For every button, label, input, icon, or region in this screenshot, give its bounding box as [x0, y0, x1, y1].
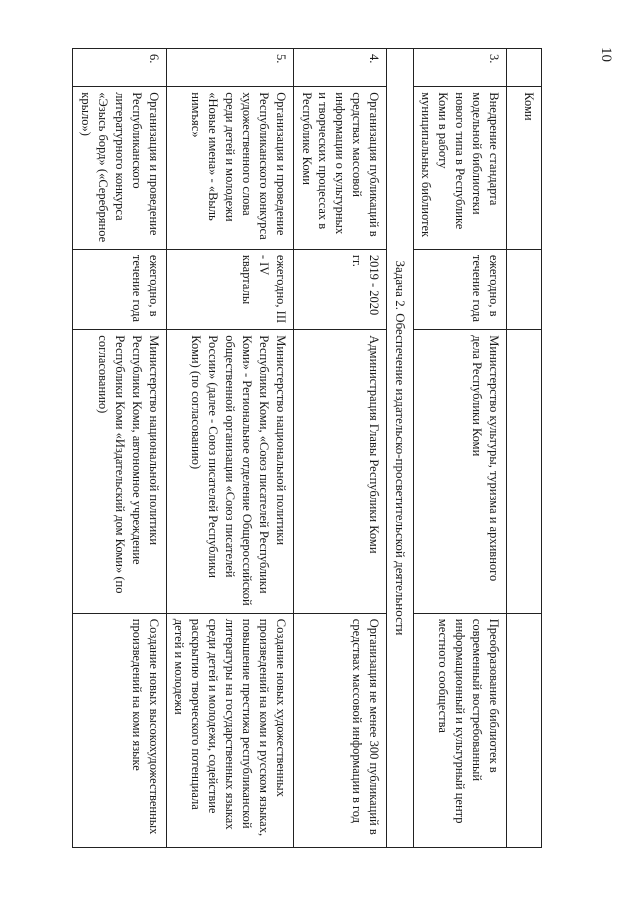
measure-name: Организация и проведение Республиканского конкурса художественного слова среди детей и молодежи «Новые имена» - «Выль нимъяс» [166, 87, 293, 250]
measure-executor: Администрация Главы Республики Коми [293, 330, 386, 613]
table-row-continued [507, 49, 542, 848]
task-heading-row [387, 49, 414, 848]
page-number: 10 [598, 47, 614, 62]
measure-name: Внедрение стандарта модельной библиотеки нового типа в Республике Коми в работу муниципальных библиотек [413, 87, 506, 250]
measure-term: 2019 - 2020 гг. [293, 249, 386, 329]
table-row [293, 49, 386, 848]
measure-result: Преобразование библиотек в современный востребованный информационный и культурный центр местного сообщества [413, 613, 506, 847]
action-plan-table [72, 48, 542, 848]
document-sheet [72, 48, 542, 848]
measure-executor: Министерство культуры, туризма и архивного дела Республики Коми [413, 330, 506, 613]
table-row [73, 49, 166, 848]
row-number: 3. [413, 49, 506, 87]
measure-result: Организация не менее 300 публикаций в средствах массовой информации в год [293, 613, 386, 847]
measure-result: Создание новых высокохудожественных произведений на коми языке [73, 613, 166, 847]
table-row [413, 49, 506, 848]
measure-name: Организация и проведение Республиканского литературного конкурса «Эзысь борд» («Серебряное крыло») [73, 87, 166, 250]
row-number: 6. [73, 49, 166, 87]
continued-cell: Коми [507, 87, 542, 250]
measure-result: Создание новых художественных произведений на коми и русском языках, повышение престижа республиканской литературы на государственных языках среди детей и молодежи, содействие раскрытию творческого потенциала детей и молодежи [166, 613, 293, 847]
measure-term: ежегодно, в течение года [73, 249, 166, 329]
table-row [166, 49, 293, 848]
task-heading: Задача 2. Обеспечение издательско-просветительской деятельности [387, 49, 414, 848]
measure-term: ежегодно, в течение года [413, 249, 506, 329]
measure-executor: Министерство национальной политики Республики Коми, автономное учреждение Республики Коми «Издательский дом Коми» (по согласованию) [73, 330, 166, 613]
measure-name: Организация публикаций в средствах массовой информации о культурных и творческих процессах в Республике Коми [293, 87, 386, 250]
measure-term: ежегодно, III - IV кварталы [166, 249, 293, 329]
row-number: 4. [293, 49, 386, 87]
row-number: 5. [166, 49, 293, 87]
measure-executor: Министерство национальной политики Республики Коми, «Союз писателей Республики Коми» - Региональное отделение Общероссийской общественной организации «Союз писателей России» (далее - Союз писателей Республики Коми) (по согласованию) [166, 330, 293, 613]
